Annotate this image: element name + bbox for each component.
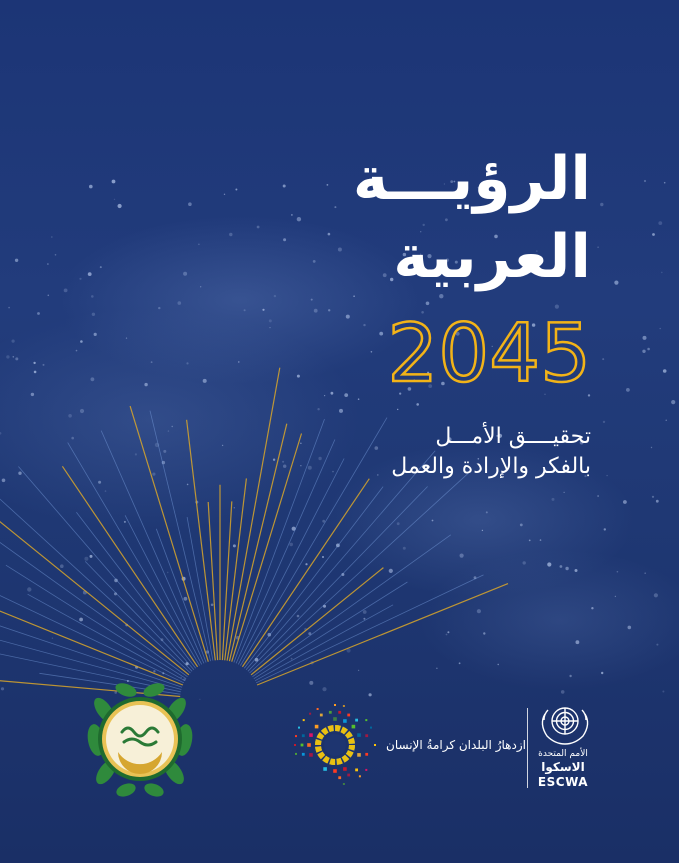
sdg-slogan: ازدهارُ البلدان كرامةُ الإنسان (386, 738, 526, 752)
un-name-arabic: الأمم المتحدة (538, 749, 588, 759)
subtitle-line-1: تحقيــــق الأمـــل (435, 424, 591, 449)
subtitle (271, 422, 591, 482)
title-line-2: العربية (393, 222, 591, 292)
escwa-name-latin: ESCWA (537, 775, 589, 789)
title-block (231, 140, 591, 296)
title-line-1: الرؤيـــة (352, 144, 591, 214)
light-rays (0, 368, 508, 697)
escwa-name-arabic: الاسكوا (541, 760, 585, 774)
year-title: 2045 (387, 307, 591, 400)
subtitle-line-2: بالفكر والإرادة والعمل (391, 454, 591, 479)
